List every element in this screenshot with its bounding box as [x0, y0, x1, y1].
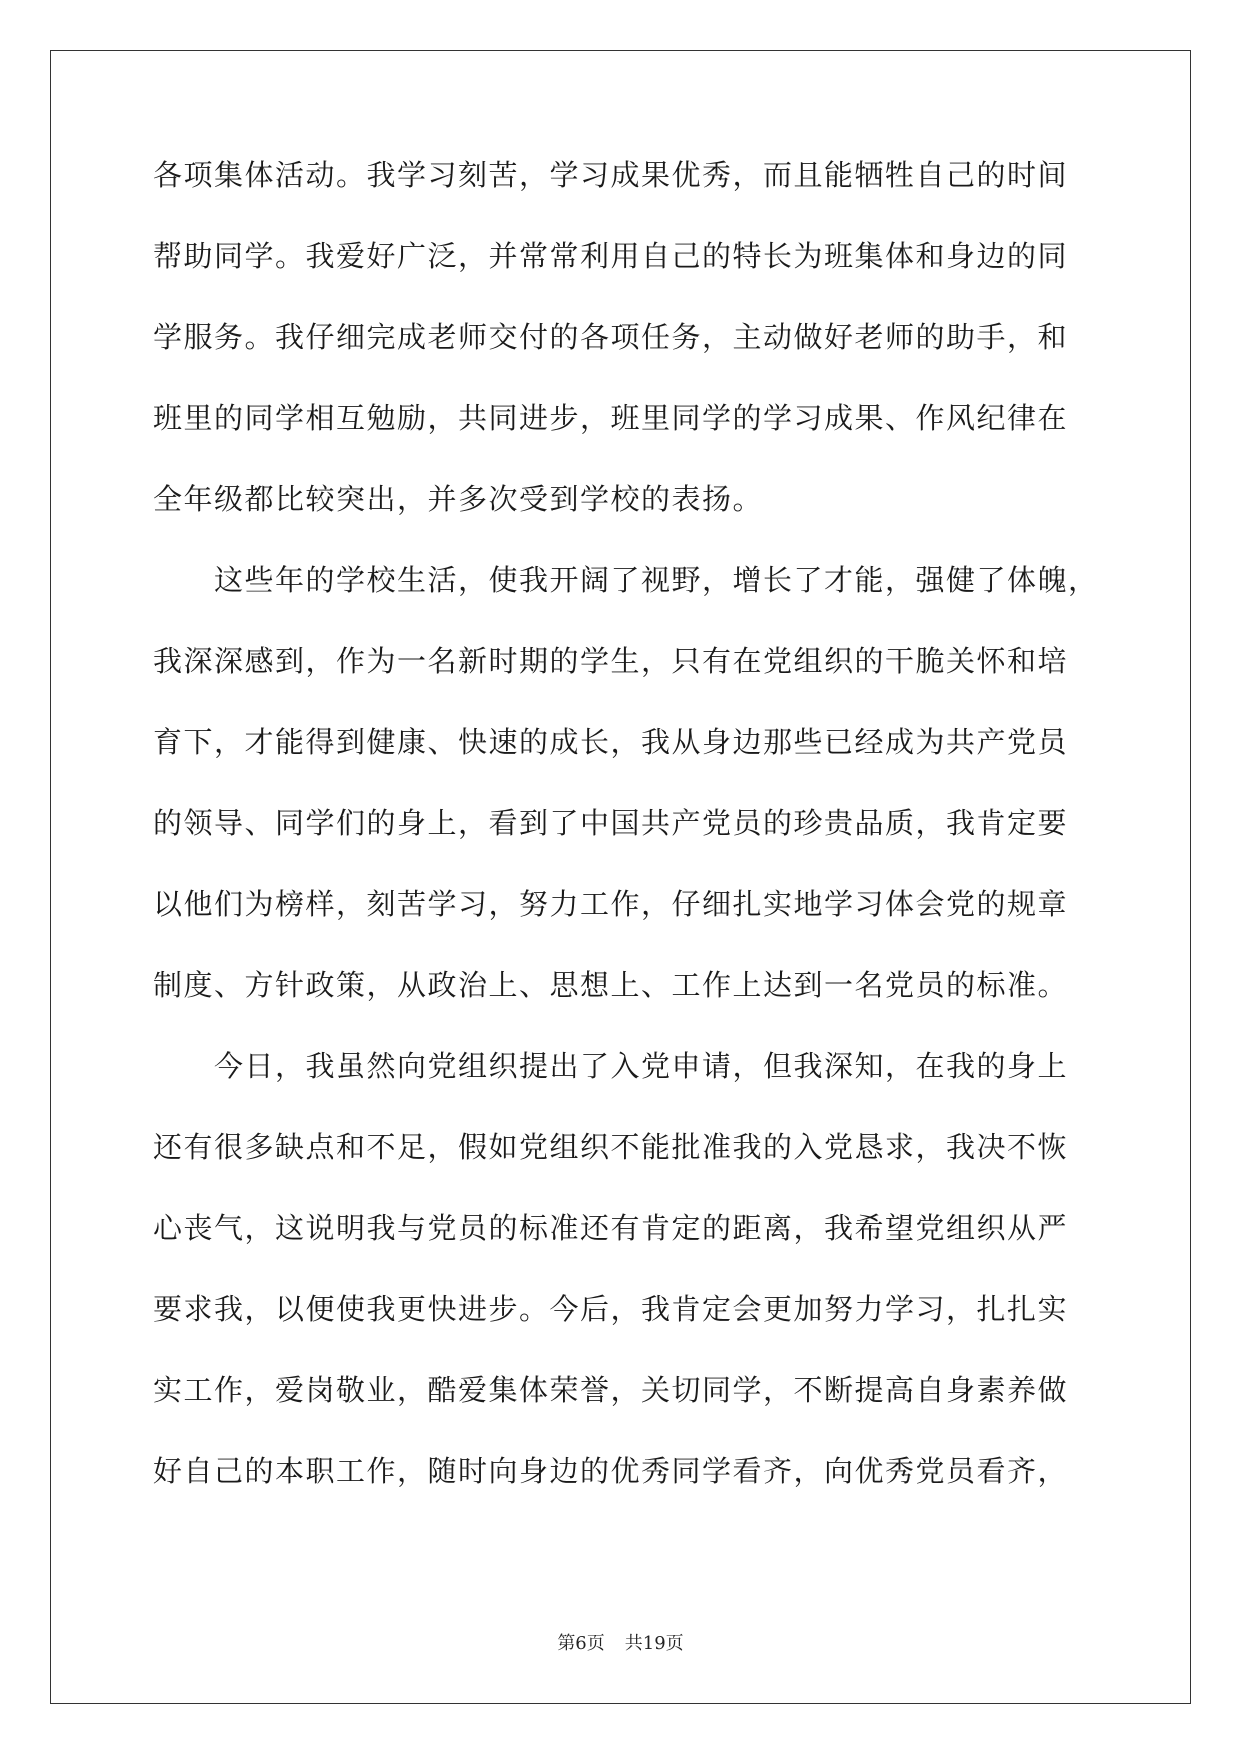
text-line-8: 育下，才能得到健康、快速的成长，我从身边那些已经成为共产党员: [153, 725, 1069, 759]
document-body: [153, 158, 1099, 1537]
paragraph-start-line-6: 这些年的学校生活，使我开阔了视野，增长了才能，强健了体魄，: [214, 563, 1099, 597]
text-line-15: 要求我，以便使我更快进步。今后，我肯定会更加努力学习，扎扎实: [153, 1292, 1069, 1326]
page-footer: [0, 1634, 1241, 1654]
text-line-16: 实工作，爱岗敬业，酷爱集体荣誉，关切同学，不断提高自身素养做: [153, 1373, 1069, 1407]
text-line-9: 的领导、同学们的身上，看到了中国共产党员的珍贵品质，我肯定要: [153, 806, 1069, 840]
text-line-17: 好自己的本职工作，随时向身边的优秀同学看齐，向优秀党员看齐，: [153, 1454, 1069, 1488]
text-line-14: 心丧气，这说明我与党员的标准还有肯定的距离，我希望党组织从严: [153, 1211, 1069, 1245]
text-line-7: 我深深感到，作为一名新时期的学生，只有在党组织的干脆关怀和培: [153, 644, 1069, 678]
paragraph-start-line-12: 今日，我虽然向党组织提出了入党申请，但我深知，在我的身上: [214, 1049, 1069, 1083]
page-total: 共19页: [624, 1633, 684, 1654]
text-line-10: 以他们为榜样，刻苦学习，努力工作，仔细扎实地学习体会党的规章: [153, 887, 1069, 921]
text-line-1: 各项集体活动。我学习刻苦，学习成果优秀，而且能牺牲自己的时间: [153, 158, 1069, 192]
text-line-13: 还有很多缺点和不足，假如党组织不能批准我的入党恳求，我决不恢: [153, 1130, 1069, 1164]
text-line-4: 班里的同学相互勉励，共同进步，班里同学的学习成果、作风纪律在: [153, 401, 1069, 435]
text-line-3: 学服务。我仔细完成老师交付的各项任务，主动做好老师的助手，和: [153, 320, 1069, 354]
page-number: 第6页: [557, 1633, 605, 1654]
text-line-11: 制度、方针政策，从政治上、思想上、工作上达到一名党员的标准。: [153, 968, 1069, 1002]
text-line-2: 帮助同学。我爱好广泛，并常常利用自己的特长为班集体和身边的同: [153, 239, 1069, 273]
text-line-5: 全年级都比较突出，并多次受到学校的表扬。: [153, 482, 764, 516]
